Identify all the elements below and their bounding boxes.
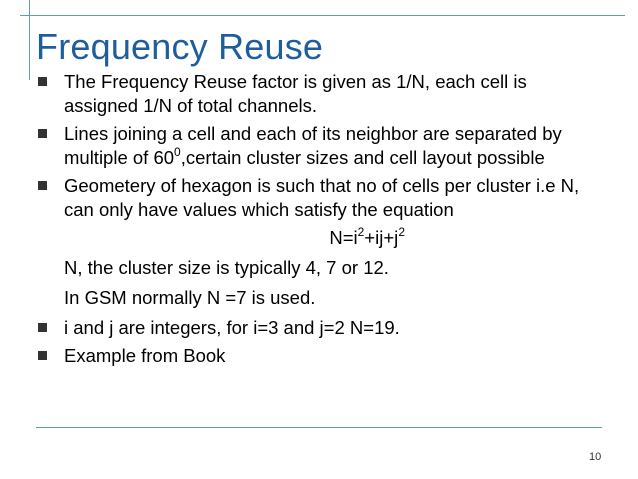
bullet-text: The Frequency Reuse factor is given as 1/N, each cell is assigned 1/N of total channels. [64,71,527,116]
bullet-text: Geometery of hexagon is such that no of cells per cluster i.e N, can only have values which satisfy the equation [64,175,580,220]
bullet-text: i and j are integers, for i=3 and j=2 N=19. [64,317,400,338]
superscript: 2 [398,224,405,239]
bullet-square-icon [38,323,47,332]
equation-part: +ij+j [364,227,399,248]
superscript: 2 [357,224,365,239]
plain-line: N, the cluster size is typically 4, 7 or 12. [64,257,389,278]
bullet-item [38,316,598,340]
bullet-square-icon [38,77,47,86]
superscript: 0 [174,144,181,159]
bullet-square-icon [38,351,47,360]
equation-part: N=i [329,227,358,248]
page-number: 10 [589,451,602,463]
bottom-accent-line [36,427,602,428]
bullet-text: ,certain cluster sizes and cell layout possible [180,147,545,168]
left-accent-line [29,0,30,80]
bullet-square-icon [38,181,47,190]
slide-body [38,70,598,372]
top-accent-line [20,15,625,16]
bullet-text: Lines joining a cell and each of its neighbor are separated by multiple of 60 [64,123,562,168]
plain-line: In GSM normally N =7 is used. [64,287,316,308]
bullet-square-icon [38,129,47,138]
bullet-item [38,174,598,222]
bullet-text: Example from Book [64,345,226,366]
bullet-item [38,70,598,118]
bullet-item [38,122,598,170]
bullet-item [38,344,598,368]
equation [38,226,598,250]
slide-title: Frequency Reuse [36,26,324,67]
